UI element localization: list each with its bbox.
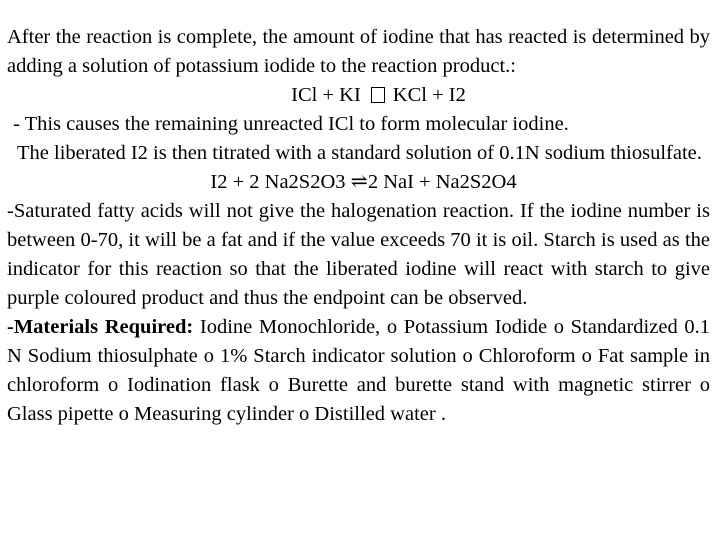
unreacted-line: - This causes the remaining unreacted ICl to form molecular iodine. <box>13 113 569 135</box>
materials-paragraph <box>7 313 710 429</box>
equation-left: ICl + KI <box>291 84 361 106</box>
materials-label: -Materials Required: <box>7 316 194 338</box>
equation-right: KCl + I2 <box>392 84 466 106</box>
saturated-paragraph: -Saturated fatty acids will not give the halogenation reaction. If the iodine number is between 0-70, it will be a fat and if the value exceeds 70 it is oil. Starch is used as the indicator for this reaction so that the liberated iodine will react with starch to give purple coloured product and thus the endpoint can be observed. <box>7 200 710 309</box>
missing-glyph-box-icon <box>371 87 385 103</box>
liberated-paragraph: The liberated I2 is then titrated with a standard solution of 0.1N sodium thiosulfate. <box>17 142 702 164</box>
equation-icl-ki <box>7 81 710 110</box>
equation-thiosulfate: I2 + 2 Na2S2O3 ⇌2 NaI + Na2S2O4 <box>210 171 517 193</box>
intro-paragraph: After the reaction is complete, the amount of iodine that has reacted is determined by adding a solution of potassium iodide to the reaction product.: <box>7 26 710 77</box>
materials-text: Iodine Monochloride, o Potassium Iodide o Standardized 0.1 N Sodium thiosulphate o 1% Starch indicator solution o Chloroform o Fat sample in chloroform o Iodination flask o Burette and burette stand with magnetic stirrer o Glass pipette o Measuring cylinder o Distilled water . <box>7 316 710 425</box>
